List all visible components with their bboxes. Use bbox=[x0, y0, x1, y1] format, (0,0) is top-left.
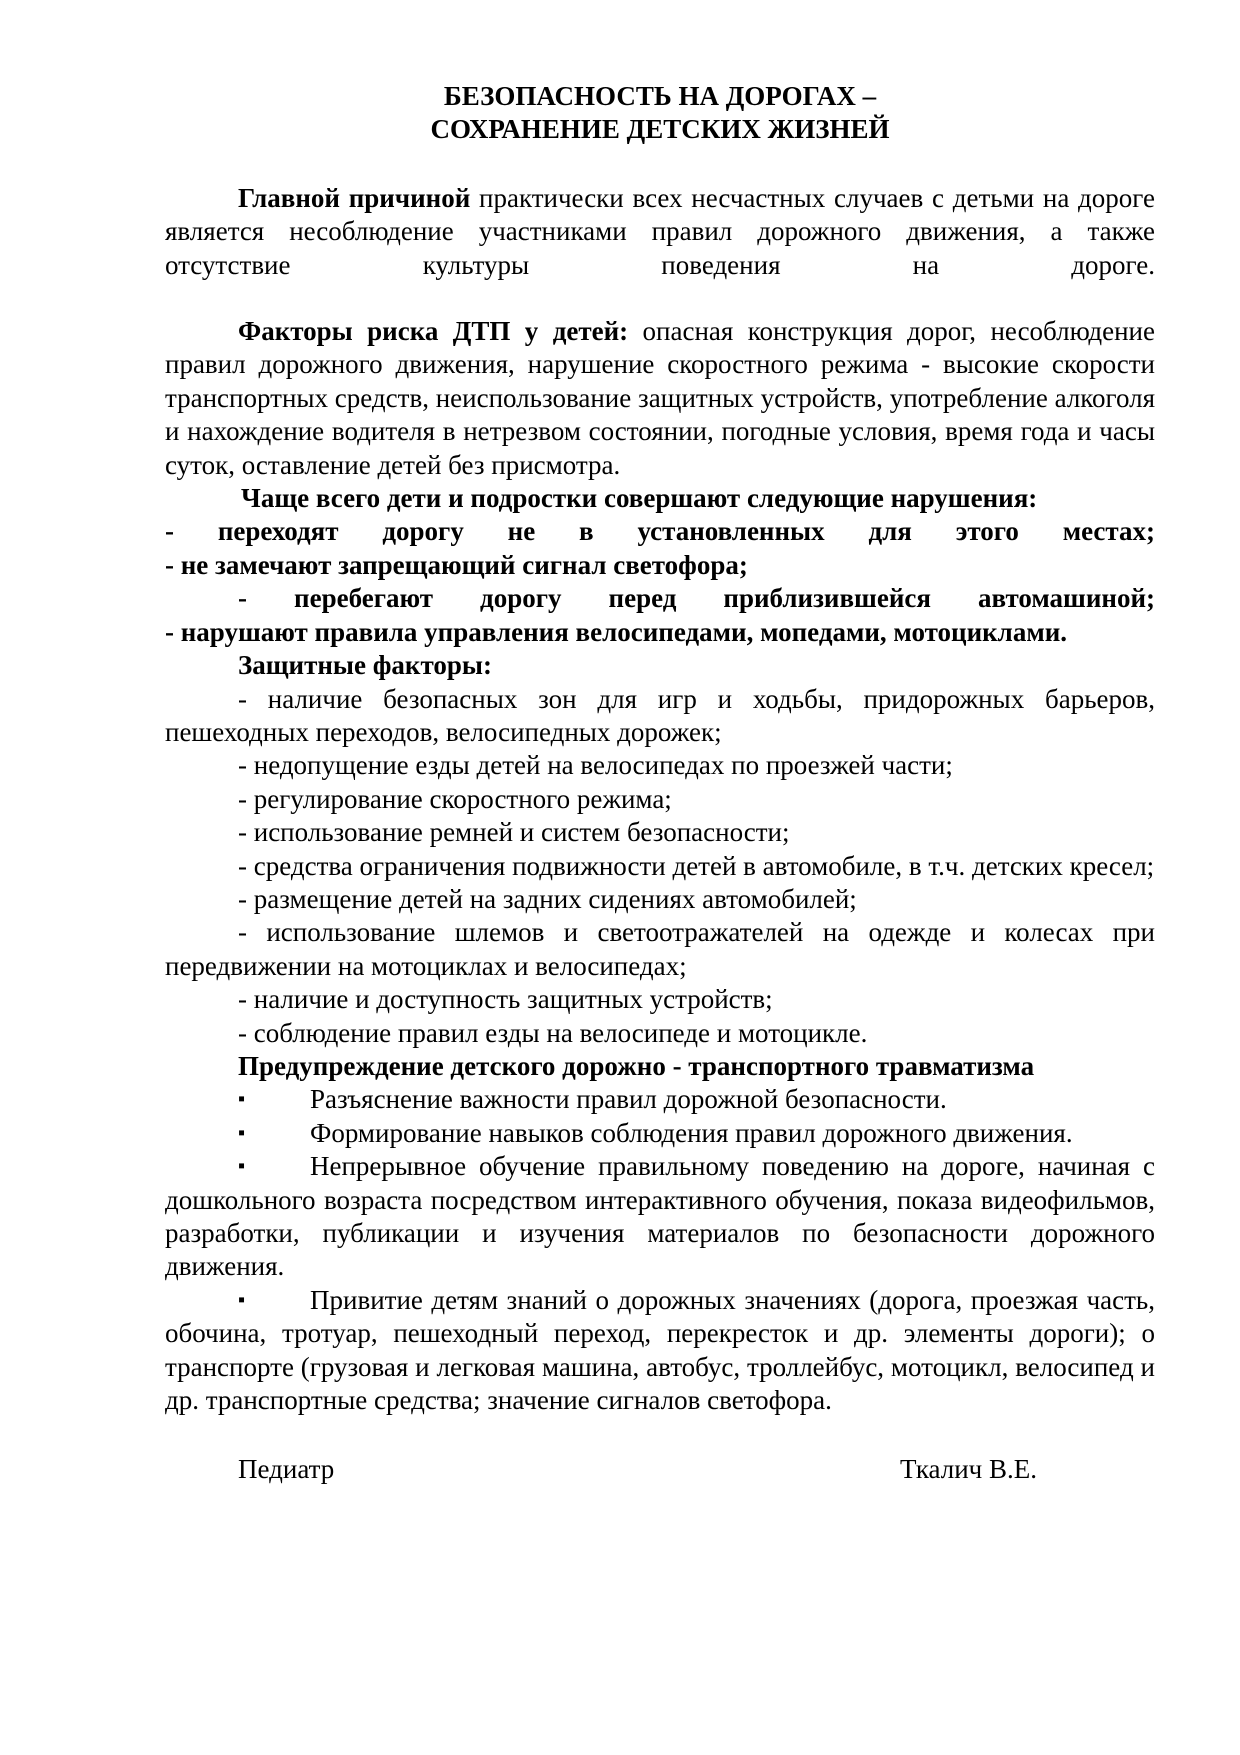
protective-item: - соблюдение правил езды на велосипеде и мотоцикле. bbox=[238, 1017, 868, 1048]
signature-name: Ткалич В.Е. bbox=[900, 1454, 1038, 1485]
prevention-item-text: Привитие детям знаний о дорожных значениях (дорога, проезжая часть, обочина, тротуар, пешеходный переход, перекресток и др. элементы дороги); о транспорте (грузовая и легковая машина, автобус, троллейбус, мотоцикл, велосипед и др. транспортные средства; значение сигналов светофора. bbox=[165, 1284, 1155, 1416]
protective-item: - регулирование скоростного режима; bbox=[238, 783, 672, 814]
prevention-heading: Предупреждение детского дорожно - транспортного травматизма bbox=[238, 1050, 1035, 1081]
protective-item: - наличие безопасных зон для игр и ходьбы, придорожных барьеров, пешеходных переходов, велосипедных дорожек; bbox=[165, 683, 1155, 747]
risk-text: опасная конструкция дорог, несоблюдение правил дорожного движения, нарушение скоростного режима - высокие скорости транспортных средств, неиспользование защитных устройств, употребление алкоголя и нахождение водителя в нетрезвом состоянии, погодные условия, время года и часы суток, оставление детей без присмотра. bbox=[165, 316, 1155, 480]
protective-item: - использование ремней и систем безопасности; bbox=[238, 817, 790, 848]
prevention-item bbox=[165, 1083, 1155, 1116]
protective-item: - средства ограничения подвижности детей в автомобиле, в т.ч. детских кресел; bbox=[238, 850, 1155, 881]
title-line-1: БЕЗОПАСНОСТЬ НА ДОРОГАХ – bbox=[443, 81, 877, 111]
prevention-item-text: Непрерывное обучение правильному поведению на дороге, начиная с дошкольного возраста посредством интерактивного обучения, показа видеофильмов, разработки, публикации и изучения материалов по безопасности дорожного движения. bbox=[165, 1151, 1155, 1282]
document-page bbox=[165, 80, 1155, 1486]
protective-heading: Защитные факторы: bbox=[238, 650, 492, 681]
prevention-item-text: Разъяснение важности правил дорожной безопасности. bbox=[310, 1084, 947, 1115]
protective-item: - наличие и доступность защитных устройств; bbox=[238, 984, 773, 1015]
protective-item: - использование шлемов и светоотражателей на одежде и колесах при передвижении на мотоциклах и велосипедах; bbox=[165, 917, 1155, 981]
document-title bbox=[165, 80, 1155, 147]
violation-item: - перебегают дорогу перед приблизившейся автомашиной; bbox=[238, 583, 1155, 614]
prevention-item bbox=[165, 1284, 1155, 1418]
signature-line bbox=[165, 1453, 1155, 1486]
intro-paragraph bbox=[165, 182, 1155, 282]
title-line-2: СОХРАНЕНИЕ ДЕТСКИХ ЖИЗНЕЙ bbox=[430, 114, 890, 145]
spacer bbox=[165, 282, 1155, 315]
square-bullet-icon: ▪ bbox=[238, 1121, 246, 1144]
intro-text: практически всех несчастных случаев с детьми на дороге является несоблюдение участниками правил дорожного движения, а также отсутствие культуры поведения на дороге. bbox=[165, 182, 1155, 280]
violations-heading: Чаще всего дети и подростки совершают следующие нарушения: bbox=[241, 483, 1038, 514]
violation-item: - переходят дорогу не в установленных для этого местах; bbox=[165, 516, 1155, 547]
protective-item: - недопущение езды детей на велосипедах по проезжей части; bbox=[238, 750, 953, 781]
prevention-item bbox=[165, 1117, 1155, 1150]
protective-item: - размещение детей на задних сидениях автомобилей; bbox=[238, 883, 857, 914]
prevention-item-text: Формирование навыков соблюдения правил дорожного движения. bbox=[310, 1117, 1073, 1148]
square-bullet-icon: ▪ bbox=[238, 1155, 246, 1178]
violation-item: - не замечают запрещающий сигнал светофора; bbox=[165, 549, 748, 580]
risk-lead: Факторы риска ДТП у детей: bbox=[238, 316, 629, 347]
prevention-item bbox=[165, 1150, 1155, 1284]
signature-role: Педиатр bbox=[238, 1454, 335, 1485]
square-bullet-icon: ▪ bbox=[238, 1288, 246, 1311]
risk-paragraph bbox=[165, 315, 1155, 482]
intro-lead: Главной причиной bbox=[238, 182, 471, 213]
violation-item: - нарушают правила управления велосипедами, мопедами, мотоциклами. bbox=[165, 616, 1068, 647]
square-bullet-icon: ▪ bbox=[238, 1088, 246, 1111]
